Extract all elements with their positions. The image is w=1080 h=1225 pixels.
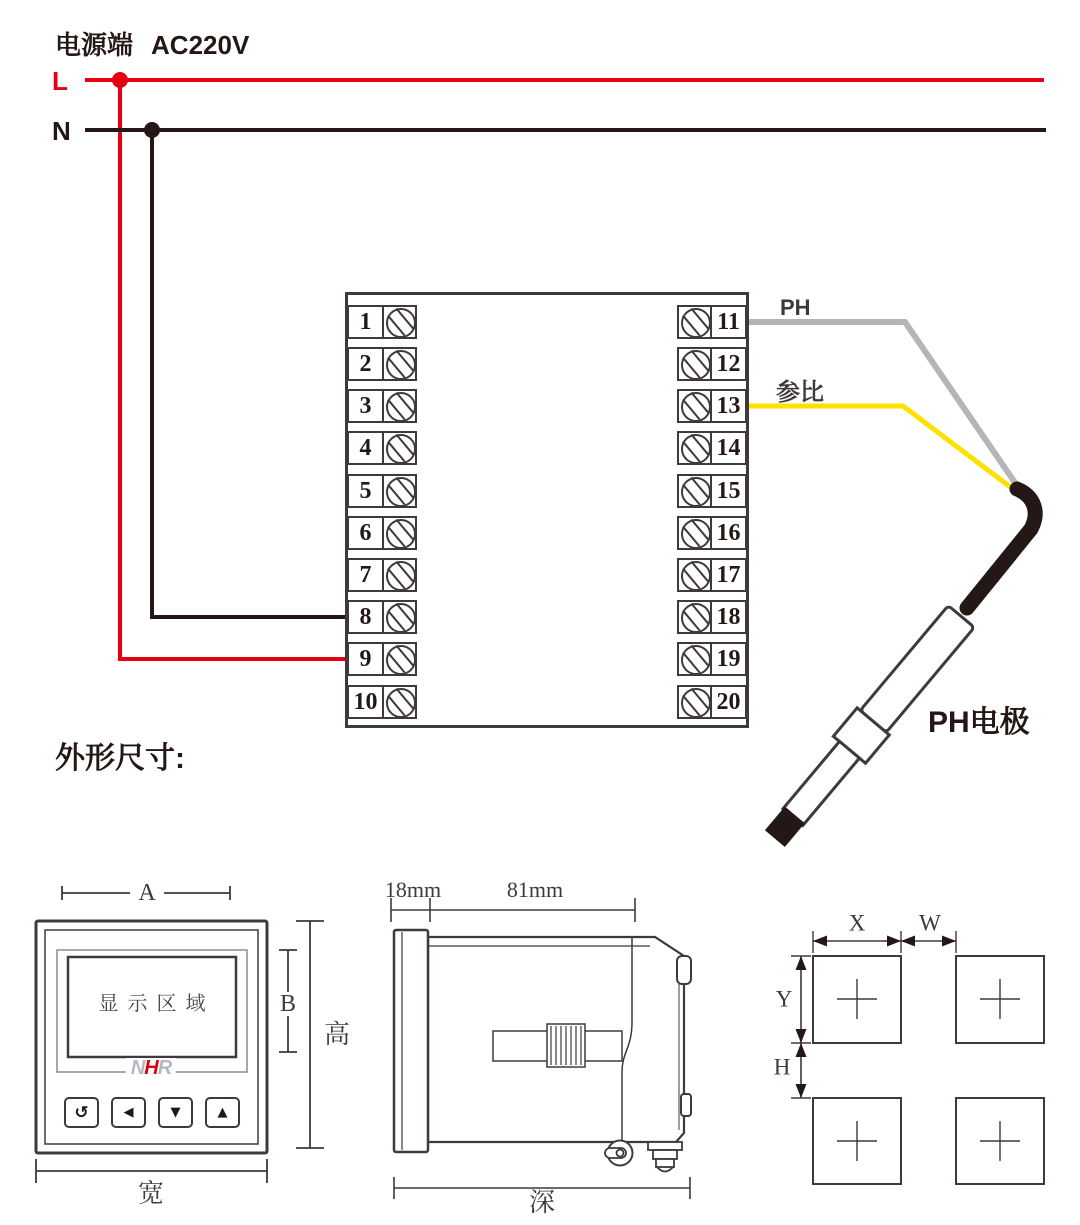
screw-icon <box>382 602 415 632</box>
brand-logo: NHR <box>126 1058 176 1078</box>
terminal-4: 4 <box>347 431 417 465</box>
outline-section-title: 外形尺寸: <box>55 742 185 775</box>
neutral-line-label: N <box>52 116 71 146</box>
terminal-3: 3 <box>347 389 417 423</box>
ph-wire-label: PH <box>780 295 811 320</box>
terminal-1: 1 <box>347 305 417 339</box>
screw-icon <box>679 349 712 379</box>
screw-icon <box>382 476 415 506</box>
front-view-drawing <box>36 886 324 1183</box>
depth-label: 深 <box>528 1188 556 1217</box>
cutout-drawing <box>791 931 1044 1184</box>
terminal-11: 11 <box>677 305 747 339</box>
terminal-5: 5 <box>347 474 417 508</box>
terminal-10: 10 <box>347 685 417 719</box>
screw-icon <box>679 476 712 506</box>
down-arrow-icon: ▼ <box>170 1105 181 1120</box>
terminal-15: 15 <box>677 474 747 508</box>
ref-wire <box>749 406 1017 492</box>
terminal-6: 6 <box>347 516 417 550</box>
screw-icon <box>382 560 415 590</box>
cycle-icon: ↺ <box>74 1102 89 1123</box>
cutout-y-label: Y <box>775 986 793 1012</box>
terminal-20: 20 <box>677 685 747 719</box>
screw-icon <box>382 391 415 421</box>
down-button <box>158 1097 193 1128</box>
screw-icon <box>382 644 415 674</box>
screw-icon <box>679 391 712 421</box>
height-label: 高 <box>324 1020 351 1049</box>
terminal-14: 14 <box>677 431 747 465</box>
side-view-drawing <box>391 898 691 1199</box>
screw-icon <box>679 307 712 337</box>
screw-icon <box>679 644 712 674</box>
front-depth-label: 18mm <box>384 877 442 902</box>
cycle-button <box>64 1097 99 1128</box>
terminal-13: 13 <box>677 389 747 423</box>
terminal-16: 16 <box>677 516 747 550</box>
ph-electrode-label: PH电极 <box>928 706 1030 739</box>
screw-icon <box>382 518 415 548</box>
terminal-12: 12 <box>677 347 747 381</box>
reference-wire-label: 参比 <box>776 379 824 406</box>
screw-icon <box>382 687 415 717</box>
live-line-label: L <box>52 66 68 96</box>
terminal-9: 9 <box>347 642 417 676</box>
screw-icon <box>679 687 712 717</box>
cutout-h-label: H <box>773 1054 791 1080</box>
screw-icon <box>382 433 415 463</box>
terminal-17: 17 <box>677 558 747 592</box>
screw-icon <box>679 602 712 632</box>
cutout-w-label: W <box>919 910 941 936</box>
screw-icon <box>679 560 712 590</box>
screw-icon <box>382 307 415 337</box>
screw-icon <box>679 433 712 463</box>
terminal-2: 2 <box>347 347 417 381</box>
power-voltage: AC220V <box>151 30 250 60</box>
left-button <box>111 1097 146 1128</box>
terminal-18: 18 <box>677 600 747 634</box>
terminal-7: 7 <box>347 558 417 592</box>
width-label: 宽 <box>137 1179 165 1208</box>
screw-icon <box>679 518 712 548</box>
cutout-x-label: X <box>848 910 866 936</box>
screw-icon <box>382 349 415 379</box>
up-button <box>205 1097 240 1128</box>
left-arrow-icon: ◀ <box>123 1105 134 1120</box>
display-area-label: 显示区域 <box>98 993 215 1015</box>
ph-electrode-drawing <box>759 489 1035 852</box>
terminal-19: 19 <box>677 642 747 676</box>
up-arrow-icon: ▲ <box>217 1105 228 1120</box>
terminal-8: 8 <box>347 600 417 634</box>
dim-a-label: A <box>138 880 156 906</box>
body-depth-label: 81mm <box>506 877 564 902</box>
power-section-title <box>55 32 249 58</box>
power-label: 电源端 <box>55 30 134 60</box>
dim-b-label: B <box>279 991 297 1017</box>
